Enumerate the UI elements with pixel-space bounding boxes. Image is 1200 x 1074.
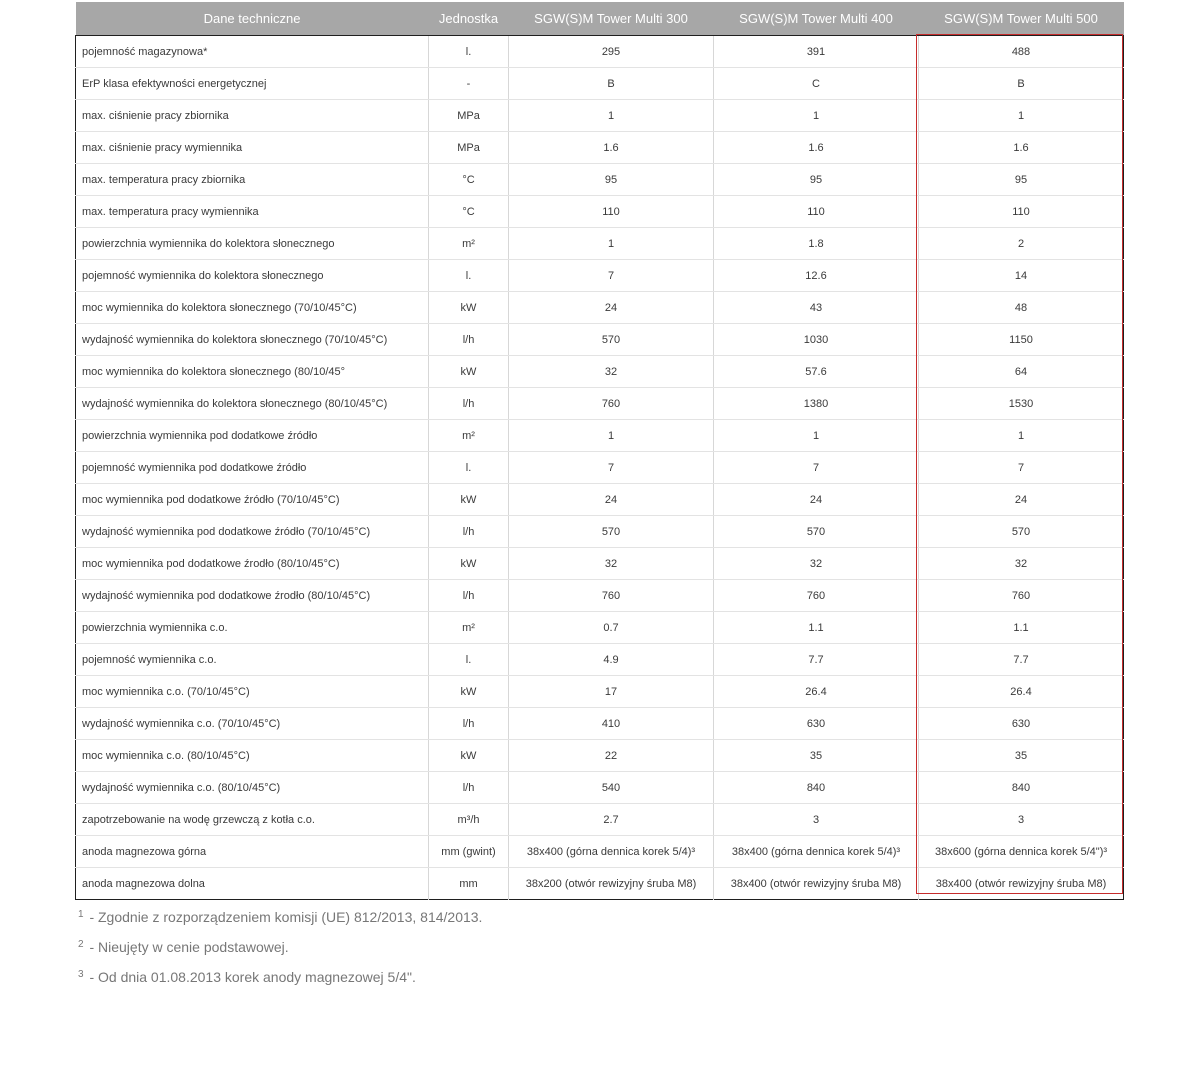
label-cell: anoda magnezowa dolna: [76, 868, 429, 900]
value-cell-400: 95: [714, 164, 919, 196]
label-cell: max. ciśnienie pracy wymiennika: [76, 132, 429, 164]
table-row: [76, 868, 1124, 900]
table-row: [76, 740, 1124, 772]
table-row: [76, 612, 1124, 644]
value-cell-400: 1.8: [714, 228, 919, 260]
value-cell-300: 1: [509, 228, 714, 260]
value-cell-500: 26.4: [919, 676, 1124, 708]
unit-cell: l/h: [429, 516, 509, 548]
value-cell-300: 7: [509, 260, 714, 292]
table-row: [76, 132, 1124, 164]
value-cell-300: 540: [509, 772, 714, 804]
label-cell: wydajność wymiennika c.o. (70/10/45°C): [76, 708, 429, 740]
table-row: [76, 196, 1124, 228]
footnote: [78, 906, 482, 936]
table-row: [76, 420, 1124, 452]
value-cell-500: 1.1: [919, 612, 1124, 644]
unit-cell: l.: [429, 452, 509, 484]
value-cell-400: 391: [714, 36, 919, 68]
label-cell: wydajność wymiennika do kolektora słonecznego (70/10/45°C): [76, 324, 429, 356]
table-row: [76, 452, 1124, 484]
value-cell-400: 26.4: [714, 676, 919, 708]
unit-cell: mm (gwint): [429, 836, 509, 868]
unit-cell: l/h: [429, 580, 509, 612]
label-cell: pojemność wymiennika c.o.: [76, 644, 429, 676]
value-cell-300: 760: [509, 580, 714, 612]
value-cell-300: 24: [509, 484, 714, 516]
value-cell-500: 760: [919, 580, 1124, 612]
label-cell: moc wymiennika pod dodatkowe źródło (70/10/45°C): [76, 484, 429, 516]
value-cell-500: 38x400 (otwór rewizyjny śruba M8): [935, 877, 1107, 890]
table-row: [76, 388, 1124, 420]
value-cell-400: 57.6: [714, 356, 919, 388]
table-row: [76, 676, 1124, 708]
footnote-text: - Nieujęty w cenie podstawowej.: [85, 939, 289, 955]
footnote: [78, 966, 482, 996]
label-cell: moc wymiennika do kolektora słonecznego (70/10/45°C): [76, 292, 429, 324]
footnote-marker: 2: [78, 939, 84, 950]
value-cell-500: 570: [919, 516, 1124, 548]
value-cell-300: 1.6: [509, 132, 714, 164]
value-cell-500: 48: [919, 292, 1124, 324]
table-header: [76, 2, 1124, 36]
value-cell-400: 1.1: [714, 612, 919, 644]
value-cell-400: 630: [714, 708, 919, 740]
label-cell: moc wymiennika c.o. (70/10/45°C): [76, 676, 429, 708]
header-cell-model-300: SGW(S)M Tower Multi 300: [509, 2, 714, 36]
value-cell-500: 35: [919, 740, 1124, 772]
value-cell-400: 43: [714, 292, 919, 324]
unit-cell: kW: [429, 484, 509, 516]
table-row: [76, 804, 1124, 836]
value-cell-400: 760: [714, 580, 919, 612]
table-body: [76, 36, 1124, 900]
value-cell-300: 410: [509, 708, 714, 740]
value-cell-300: 38x200 (otwór rewizyjny śruba M8): [509, 868, 714, 900]
table-row: [76, 164, 1124, 196]
value-cell-500: 1.6: [919, 132, 1124, 164]
table-row: [76, 228, 1124, 260]
value-cell-400: 38x400 (górna dennica korek 5/4)³: [714, 836, 919, 868]
value-cell-400: 110: [714, 196, 919, 228]
footnote-text: - Od dnia 01.08.2013 korek anody magnezowej 5/4".: [85, 969, 416, 985]
footnote: [78, 936, 482, 966]
unit-cell: kW: [429, 548, 509, 580]
value-cell-400: 12.6: [714, 260, 919, 292]
value-cell-300: 22: [509, 740, 714, 772]
table-row: [76, 356, 1124, 388]
unit-cell: m³/h: [429, 804, 509, 836]
value-cell-300: 7: [509, 452, 714, 484]
label-cell: wydajność wymiennika do kolektora słonecznego (80/10/45°C): [76, 388, 429, 420]
value-cell-300: 24: [509, 292, 714, 324]
label-cell: zapotrzebowanie na wodę grzewczą z kotła c.o.: [76, 804, 429, 836]
value-cell-400: 38x400 (otwór rewizyjny śruba M8): [714, 868, 919, 900]
value-cell-500: 38x600 (górna dennica korek 5/4")³: [919, 836, 1124, 868]
header-cell-model-400: SGW(S)M Tower Multi 400: [714, 2, 919, 36]
header-cell-model-500: SGW(S)M Tower Multi 500: [919, 2, 1124, 36]
unit-cell: kW: [429, 356, 509, 388]
label-cell: moc wymiennika do kolektora słonecznego (80/10/45°: [76, 356, 429, 388]
header-cell-unit: Jednostka: [429, 2, 509, 36]
unit-cell: kW: [429, 676, 509, 708]
label-cell: max. temperatura pracy wymiennika: [76, 196, 429, 228]
table-row: [76, 324, 1124, 356]
label-cell: moc wymiennika c.o. (80/10/45°C): [76, 740, 429, 772]
footnote-text: - Zgodnie z rozporządzeniem komisji (UE) 812/2013, 814/2013.: [85, 909, 483, 925]
label-cell: pojemność magazynowa*: [76, 36, 429, 68]
table-row: [76, 644, 1124, 676]
value-cell-500: 24: [919, 484, 1124, 516]
unit-cell: m²: [429, 612, 509, 644]
table-row: [76, 516, 1124, 548]
value-cell-400: 1: [714, 100, 919, 132]
value-cell-300: 110: [509, 196, 714, 228]
header-cell-spec: Dane techniczne: [76, 2, 429, 36]
value-cell-400: C: [714, 68, 919, 100]
value-cell-500: 95: [919, 164, 1124, 196]
footnote-marker: 1: [78, 909, 84, 920]
table-row: [76, 772, 1124, 804]
label-cell: moc wymiennika pod dodatkowe źrodło (80/10/45°C): [76, 548, 429, 580]
value-cell-500: 3: [919, 804, 1124, 836]
unit-cell: -: [429, 68, 509, 100]
label-cell: pojemność wymiennika do kolektora słonecznego: [76, 260, 429, 292]
value-cell-300: 570: [509, 324, 714, 356]
footnote-marker: 3: [78, 969, 84, 980]
label-cell: anoda magnezowa górna: [76, 836, 429, 868]
value-cell-400: 32: [714, 548, 919, 580]
value-cell-300: 4.9: [509, 644, 714, 676]
value-cell-500: 64: [919, 356, 1124, 388]
unit-cell: kW: [429, 292, 509, 324]
value-cell-500: 1: [919, 100, 1124, 132]
label-cell: wydajność wymiennika pod dodatkowe źrodło (80/10/45°C): [76, 580, 429, 612]
value-cell-500: 2: [919, 228, 1124, 260]
value-cell-500: 1150: [919, 324, 1124, 356]
value-cell-300: 38x400 (górna dennica korek 5/4)³: [509, 836, 714, 868]
label-cell: powierzchnia wymiennika pod dodatkowe źródło: [76, 420, 429, 452]
value-cell-500: B: [919, 68, 1124, 100]
value-cell-300: 295: [509, 36, 714, 68]
unit-cell: m²: [429, 420, 509, 452]
value-cell-300: 0.7: [509, 612, 714, 644]
footnotes: [78, 906, 482, 996]
label-cell: powierzchnia wymiennika c.o.: [76, 612, 429, 644]
table-row: [76, 68, 1124, 100]
unit-cell: l.: [429, 36, 509, 68]
value-cell-400: 1030: [714, 324, 919, 356]
value-cell-300: 32: [509, 548, 714, 580]
value-cell-300: 1: [509, 420, 714, 452]
table-row: [76, 708, 1124, 740]
unit-cell: l/h: [429, 708, 509, 740]
value-cell-400: 1380: [714, 388, 919, 420]
value-cell-500: 32: [919, 548, 1124, 580]
value-cell-500: 7.7: [919, 644, 1124, 676]
table-row: [76, 100, 1124, 132]
value-cell-500: 1: [919, 420, 1124, 452]
header-row: [76, 2, 1124, 36]
unit-cell: l/h: [429, 324, 509, 356]
value-cell-300: B: [509, 68, 714, 100]
table-row: [76, 580, 1124, 612]
value-cell-400: 1.6: [714, 132, 919, 164]
table-row: [76, 260, 1124, 292]
unit-cell: mm: [429, 868, 509, 900]
value-cell-400: 3: [714, 804, 919, 836]
label-cell: wydajność wymiennika c.o. (80/10/45°C): [76, 772, 429, 804]
value-cell-400: 7: [714, 452, 919, 484]
unit-cell: °C: [429, 196, 509, 228]
value-cell-500: 840: [919, 772, 1124, 804]
label-cell: powierzchnia wymiennika do kolektora słonecznego: [76, 228, 429, 260]
value-cell-300: 95: [509, 164, 714, 196]
value-cell-300: 570: [509, 516, 714, 548]
table-row: [76, 836, 1124, 868]
unit-cell: MPa: [429, 132, 509, 164]
value-cell-300: 32: [509, 356, 714, 388]
value-cell-500: 1530: [919, 388, 1124, 420]
value-cell-400: 1: [714, 420, 919, 452]
value-cell-500: 110: [919, 196, 1124, 228]
unit-cell: l.: [429, 644, 509, 676]
value-cell-300: 17: [509, 676, 714, 708]
table-row: [76, 484, 1124, 516]
value-cell-500: 7: [919, 452, 1124, 484]
unit-cell: l/h: [429, 772, 509, 804]
label-cell: wydajność wymiennika pod dodatkowe źródło (70/10/45°C): [76, 516, 429, 548]
value-cell-400: 840: [714, 772, 919, 804]
value-cell-300: 2.7: [509, 804, 714, 836]
table-row: [76, 36, 1124, 68]
value-cell-300: 760: [509, 388, 714, 420]
value-cell-400: 35: [714, 740, 919, 772]
value-cell-400: 570: [714, 516, 919, 548]
unit-cell: m²: [429, 228, 509, 260]
table-row: [76, 548, 1124, 580]
unit-cell: °C: [429, 164, 509, 196]
table-row: [76, 292, 1124, 324]
label-cell: max. ciśnienie pracy zbiornika: [76, 100, 429, 132]
unit-cell: l/h: [429, 388, 509, 420]
label-cell: max. temperatura pracy zbiornika: [76, 164, 429, 196]
label-cell: ErP klasa efektywności energetycznej: [76, 68, 429, 100]
value-cell-400: 7.7: [714, 644, 919, 676]
unit-cell: kW: [429, 740, 509, 772]
unit-cell: MPa: [429, 100, 509, 132]
value-cell-500: 630: [919, 708, 1124, 740]
value-cell-500: 14: [919, 260, 1124, 292]
label-cell: pojemność wymiennika pod dodatkowe źródło: [76, 452, 429, 484]
unit-cell: l.: [429, 260, 509, 292]
spec-table-container: [75, 2, 1123, 900]
value-cell-300: 1: [509, 100, 714, 132]
value-cell-500: 488: [919, 36, 1124, 68]
technical-spec-table: [75, 2, 1124, 900]
value-cell-400: 24: [714, 484, 919, 516]
